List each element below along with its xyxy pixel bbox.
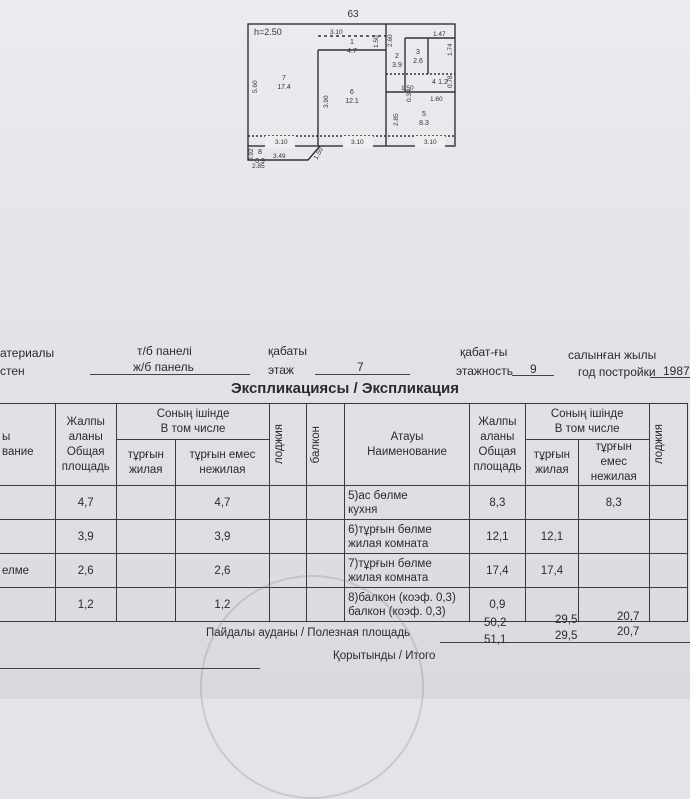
- plan-dim: 1.74: [447, 43, 454, 56]
- useful-total: 50,2: [484, 617, 507, 629]
- useful-area-label: Пайдалы ауданы / Полезная площадь: [206, 627, 411, 639]
- faded-stamp: [200, 575, 424, 799]
- plan-dim: 3.90: [323, 95, 330, 108]
- storeys-label-kz: қабат-ғы: [460, 345, 508, 359]
- room-num: 6: [350, 89, 354, 96]
- plan-dim: 5.60: [252, 80, 259, 93]
- plan-total-width: 63: [347, 9, 359, 20]
- right-nonliving-header: тұрғын емес нежилая: [579, 440, 650, 486]
- total-area-header: Жалпы аланы Общая площадь: [55, 404, 116, 486]
- room-num: 7: [282, 75, 286, 82]
- table-row: 1,2 1,2 8)балкон (коэф. 0,3) балкон (коэф. 0,3) 0,9: [0, 588, 688, 622]
- room-area: 12.1: [345, 98, 359, 105]
- materials-value-ru: ж/б панель: [133, 360, 194, 374]
- explication-title: Экспликациясы / Экспликация: [230, 380, 459, 397]
- room-num: 3: [416, 49, 420, 56]
- useful-nonliving: 20,7: [617, 611, 640, 623]
- name-header-left: ы вание: [0, 404, 55, 486]
- plan-dim: 1.50: [401, 85, 414, 92]
- table-row: 4,7 4,7 5)ас бөлме кухня 8,3 8,3: [0, 486, 688, 520]
- grand-nonliving: 20,7: [617, 626, 640, 638]
- room-area: 8.3: [419, 120, 429, 127]
- materials-underline: [90, 374, 250, 375]
- right-living-header: тұрғын жилая: [525, 440, 578, 486]
- floor-label-kz: қабаты: [268, 344, 308, 358]
- materials-label-kz: атериалы: [0, 346, 55, 360]
- plan-dim: 3.49: [273, 153, 286, 160]
- floor-value: 7: [357, 360, 364, 374]
- room-num: 5: [422, 111, 426, 118]
- table-row: 3,9 3,9 6)тұрғын бөлме жилая комната 12,1 12,1: [0, 520, 688, 554]
- storeys-value: 9: [530, 362, 537, 376]
- right-total-area-header: Жалпы аланы Общая площадь: [469, 404, 525, 486]
- plan-dim: 3.10: [275, 139, 288, 146]
- loggia-header: лоджия: [270, 404, 307, 486]
- balcony-header: балкон: [306, 404, 344, 486]
- plan-dim: 1.50: [312, 146, 326, 161]
- floor-label-ru: этаж: [268, 363, 294, 377]
- plan-dim: 1.47: [433, 31, 446, 38]
- room-area: 4.7: [347, 48, 357, 55]
- floor-underline: [315, 374, 410, 375]
- plan-ceiling-height: h=2.50: [254, 27, 282, 37]
- plan-dim: 0.92: [248, 148, 255, 161]
- plan-dim: 0.78: [447, 75, 454, 88]
- room-num: 4: [432, 79, 436, 86]
- room-area: 2.6: [413, 58, 423, 65]
- room-num: 8: [258, 149, 262, 156]
- living-header: тұрғын жилая: [116, 440, 175, 486]
- materials-value-kz: т/б панелі: [137, 344, 192, 358]
- name-header: Атауы Наименование: [345, 404, 470, 486]
- room-area: 1.2: [438, 79, 448, 86]
- storeys-underline: [512, 375, 554, 376]
- table-row: елме 2,6 2,6 7)тұрғын бөлме жилая комната 17,4 17,4: [0, 554, 688, 588]
- room-area: 3.9: [392, 62, 402, 69]
- year-value: 1987: [663, 364, 690, 378]
- room-area: 0.9: [255, 158, 265, 165]
- room-area: 17.4: [277, 84, 291, 91]
- plan-dim: 2.60: [387, 34, 394, 47]
- plan-dim: 3.10: [330, 29, 343, 36]
- grand-total-label: Қорытынды / Итого: [333, 650, 436, 662]
- year-label-ru: год постройки: [578, 365, 656, 379]
- right-loggia-header: лоджия: [649, 404, 687, 486]
- room-num: 2: [395, 53, 399, 60]
- room-num: 1: [350, 39, 354, 46]
- grand-total: 51,1: [484, 634, 507, 646]
- plan-dim: 1.50: [373, 35, 380, 48]
- plan-dim: 2.85: [393, 113, 400, 126]
- useful-living: 29,5: [555, 614, 578, 626]
- right-incl-header: Соның ішінде В том числе: [525, 404, 649, 440]
- grand-living: 29,5: [555, 630, 578, 642]
- year-label-kz: салынған жылы: [568, 348, 657, 362]
- useful-underline: [440, 642, 690, 643]
- nonliving-header: тұрғын емес нежилая: [175, 440, 270, 486]
- plan-dim: 2.85: [252, 163, 265, 170]
- plan-dim: 3.10: [424, 139, 437, 146]
- plan-dim: 0.34: [406, 89, 413, 102]
- plan-dim: 1.60: [430, 96, 443, 103]
- year-underline: [650, 377, 690, 378]
- incl-header: Соның ішінде В том числе: [116, 404, 269, 440]
- storeys-label-ru: этажность: [456, 364, 513, 378]
- plan-dim: 3.10: [351, 139, 364, 146]
- materials-label-ru: стен: [0, 364, 25, 378]
- floor-plan: [240, 8, 465, 176]
